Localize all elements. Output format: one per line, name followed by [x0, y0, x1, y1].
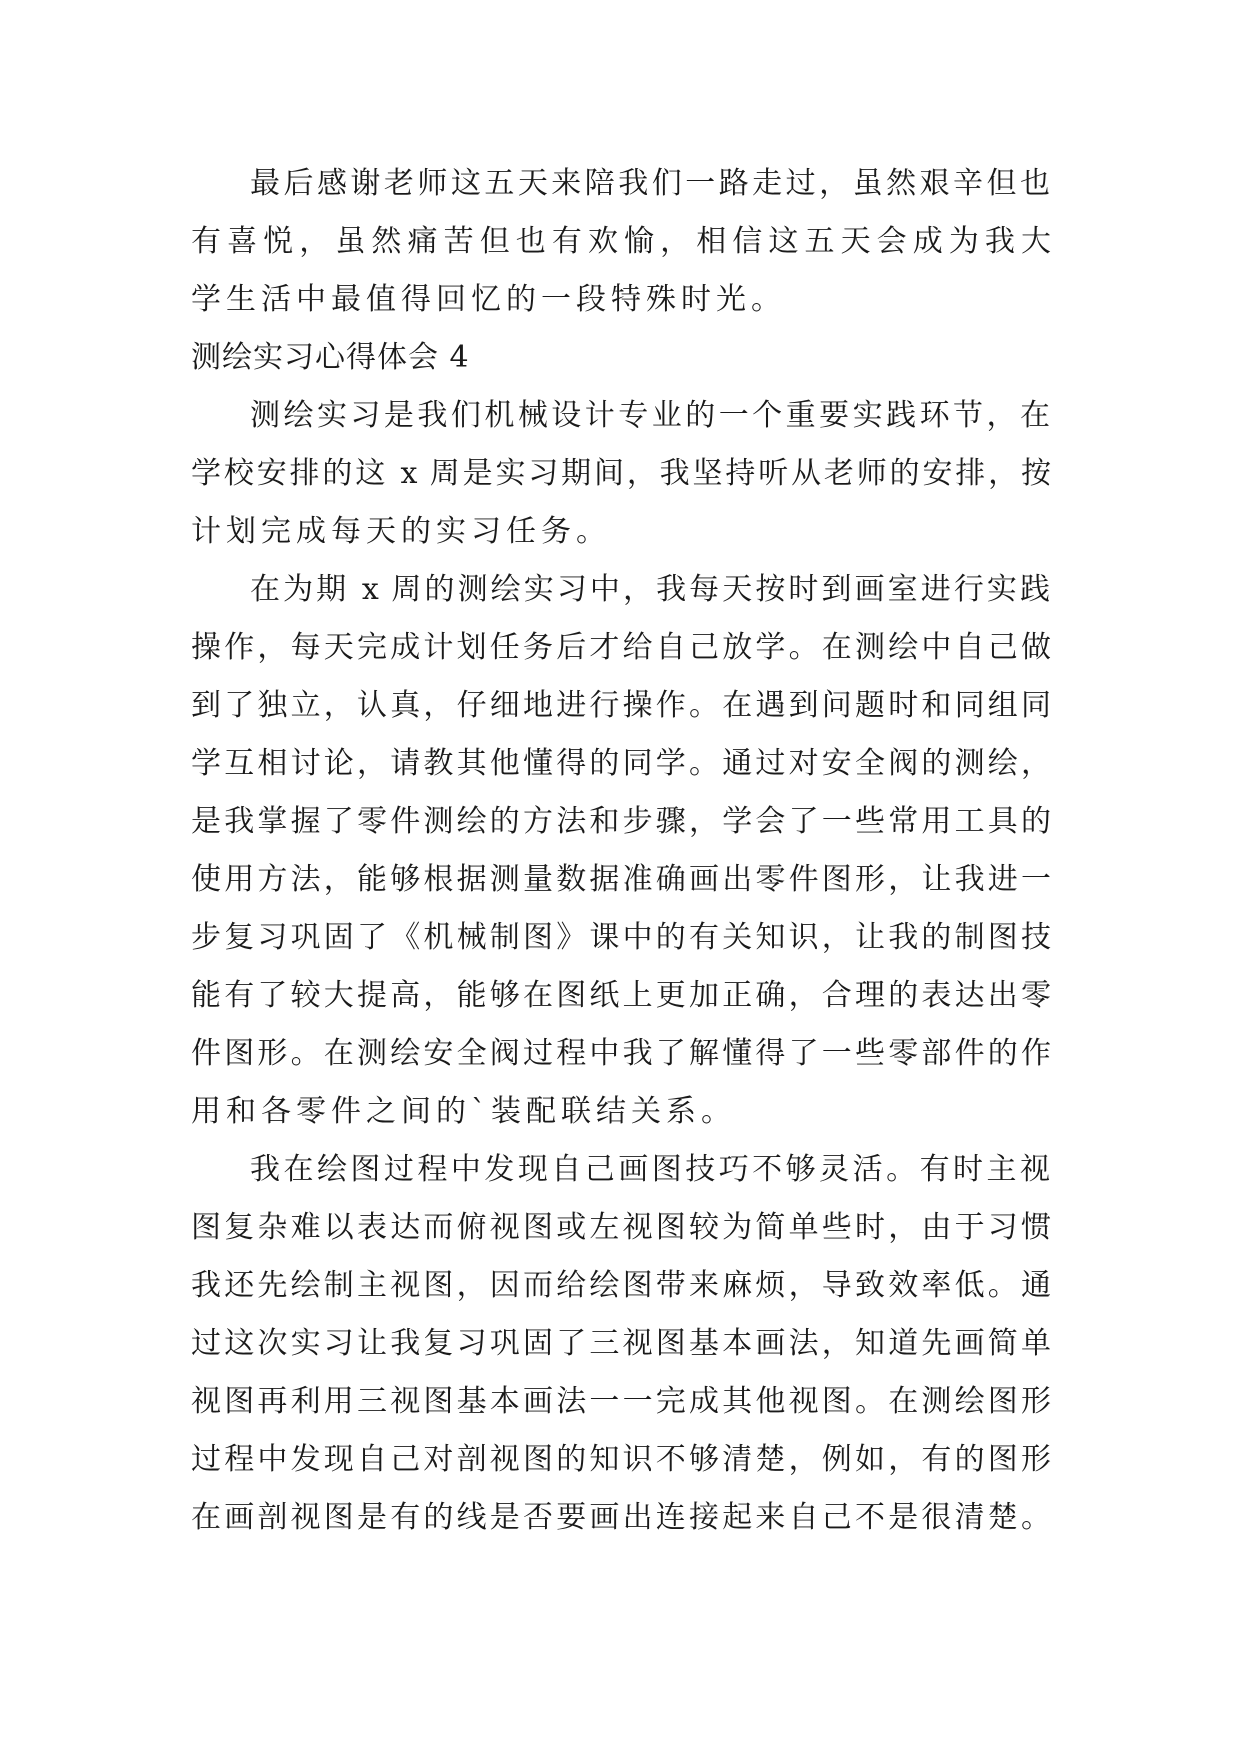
- text-line: [0, 212, 1241, 272]
- text-line: [0, 966, 1241, 1026]
- text-line-content: 过程中发现自己对剖视图的知识不够清楚，例如，有的图形: [191, 1442, 1051, 1477]
- text-line-content: 在画剖视图是有的线是否要画出连接起来自己不是很清楚。: [191, 1500, 1051, 1535]
- text-line: [0, 270, 1241, 330]
- text-line-content: 我在绘图过程中发现自己画图技巧不够灵活。有时主视: [250, 1152, 1050, 1187]
- text-line-content: 过这次实习让我复习巩固了三视图基本画法，知道先画简单: [191, 1326, 1051, 1361]
- section-heading: [0, 328, 1241, 388]
- text-line: [0, 154, 1241, 214]
- text-line: [0, 676, 1241, 736]
- text-line-content: 学互相讨论，请教其他懂得的同学。通过对安全阀的测绘，: [191, 746, 1051, 781]
- text-line-content: 在为期 x 周的测绘实习中，我每天按时到画室进行实践: [250, 572, 1050, 607]
- text-line: [0, 1372, 1241, 1432]
- text-line: [0, 560, 1241, 620]
- text-line-content: 我还先绘制主视图，因而给绘图带来麻烦，导致效率低。通: [191, 1268, 1051, 1303]
- text-line-content: 使用方法，能够根据测量数据准确画出零件图形，让我进一: [191, 862, 1051, 897]
- text-line-content: 图复杂难以表达而俯视图或左视图较为简单些时，由于习惯: [191, 1210, 1051, 1245]
- text-line-content: 计划完成每天的实习任务。: [191, 514, 611, 549]
- text-line-content: 学生活中最值得回忆的一段特殊时光。: [191, 282, 786, 317]
- text-line: [0, 502, 1241, 562]
- text-line-content: 操作，每天完成计划任务后才给自己放学。在测绘中自己做: [191, 630, 1051, 665]
- text-line-content: 测绘实习是我们机械设计专业的一个重要实践环节，在: [250, 398, 1050, 433]
- text-line: [0, 1140, 1241, 1200]
- text-line: [0, 792, 1241, 852]
- text-line-content: 最后感谢老师这五天来陪我们一路走过，虽然艰辛但也: [250, 166, 1050, 201]
- text-line: [0, 850, 1241, 910]
- text-line-content: 有喜悦，虽然痛苦但也有欢愉，相信这五天会成为我大: [191, 224, 1051, 259]
- text-line: [0, 908, 1241, 968]
- text-line: [0, 618, 1241, 678]
- text-line-content: 步复习巩固了《机械制图》课中的有关知识，让我的制图技: [191, 920, 1051, 955]
- text-line: [0, 1314, 1241, 1374]
- text-line: [0, 386, 1241, 446]
- text-line: [0, 444, 1241, 504]
- text-line: [0, 1082, 1241, 1142]
- text-line-content: 能有了较大提高，能够在图纸上更加正确，合理的表达出零: [191, 978, 1051, 1013]
- text-line: [0, 734, 1241, 794]
- text-line-content: 到了独立，认真，仔细地进行操作。在遇到问题时和同组同: [191, 688, 1051, 723]
- text-line-content: 视图再利用三视图基本画法一一完成其他视图。在测绘图形: [191, 1384, 1051, 1419]
- text-line: [0, 1430, 1241, 1490]
- text-line-content: 件图形。在测绘安全阀过程中我了解懂得了一些零部件的作: [191, 1036, 1051, 1071]
- text-line-content: 学校安排的这 x 周是实习期间，我坚持听从老师的安排，按: [191, 456, 1051, 491]
- text-line: [0, 1198, 1241, 1258]
- text-line-content: 是我掌握了零件测绘的方法和步骤，学会了一些常用工具的: [191, 804, 1051, 839]
- text-line-content: 用和各零件之间的`装配联结关系。: [191, 1094, 736, 1129]
- section-heading-text: 测绘实习心得体会 4: [191, 340, 470, 375]
- text-line: [0, 1024, 1241, 1084]
- text-line: [0, 1256, 1241, 1316]
- text-line: [0, 1488, 1241, 1548]
